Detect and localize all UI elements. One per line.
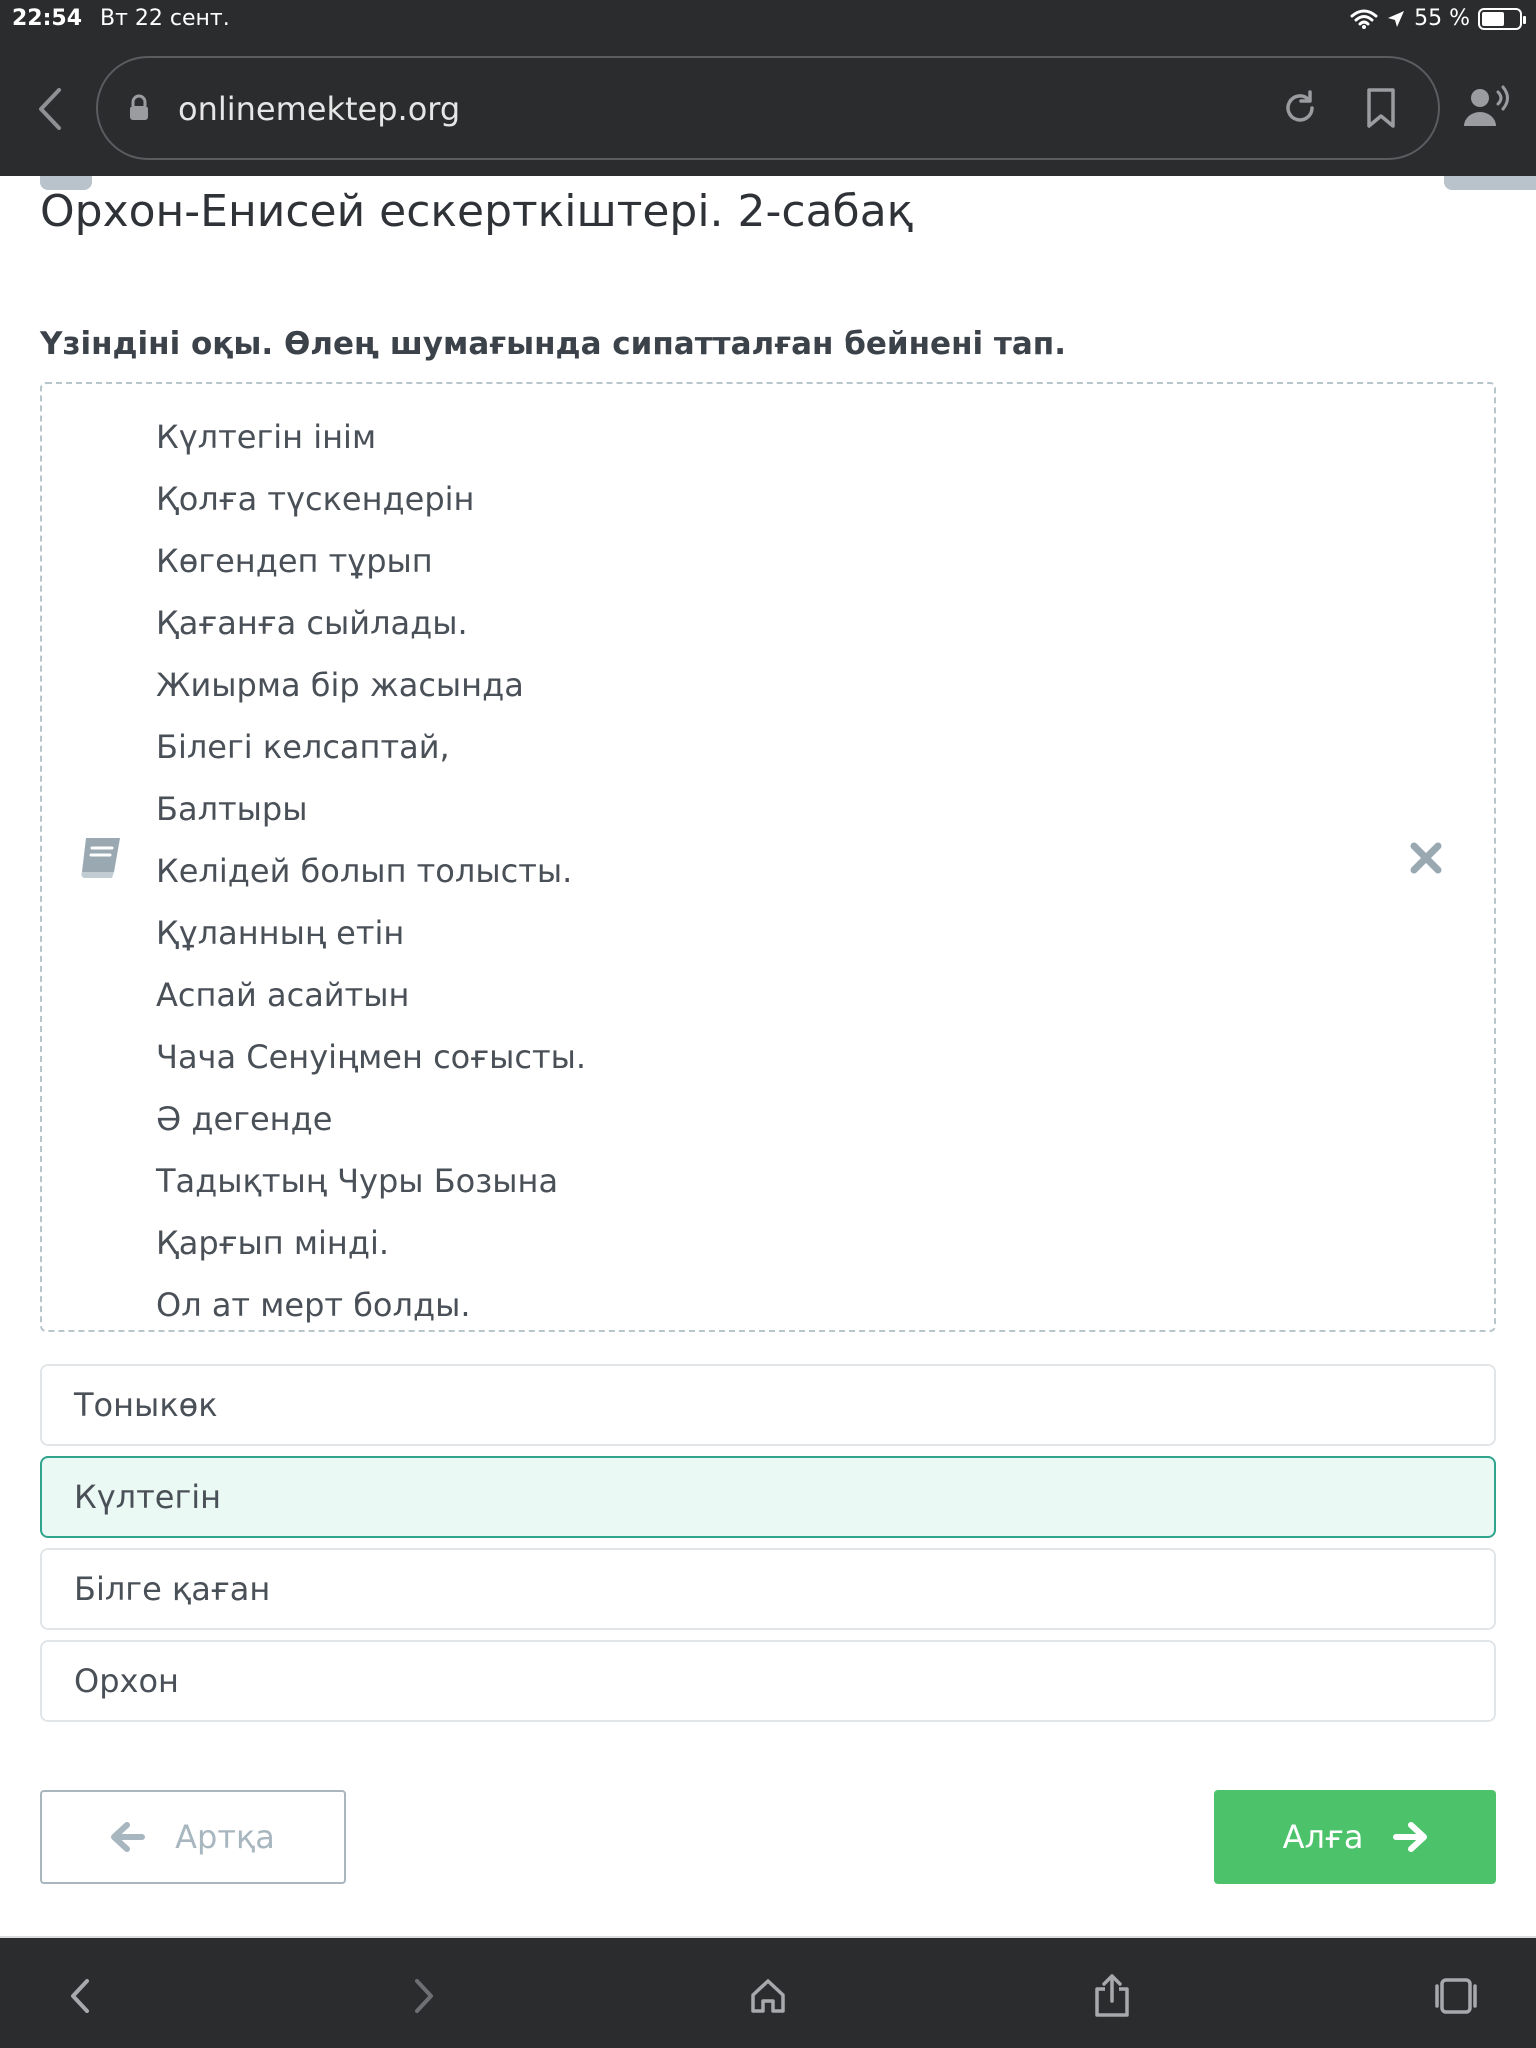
next-button-label: Алға	[1282, 1818, 1364, 1856]
answer-option[interactable]: Күлтегін	[40, 1456, 1496, 1538]
toolbar-forward-button[interactable]	[394, 1968, 454, 2024]
battery-icon	[1478, 8, 1522, 30]
wifi-icon	[1350, 8, 1378, 30]
poem-line: Қолға түскендерін	[156, 480, 475, 518]
poem-line: Аспай асайтын	[156, 976, 410, 1014]
poem-line: Жиырма бір жасында	[156, 666, 524, 704]
browser-top-bar	[0, 0, 1536, 176]
toolbar-share-button[interactable]	[1082, 1968, 1142, 2024]
reload-icon[interactable]	[1278, 86, 1322, 130]
poem-excerpt-box	[40, 382, 1496, 1332]
url-text: onlinemektep.org	[178, 90, 461, 128]
poem-line: Тадықтың Чуры Бозына	[156, 1162, 559, 1200]
tabs-icon	[1434, 1976, 1478, 2016]
browser-back-button[interactable]	[30, 84, 70, 134]
poem-line: Ол ат мерт болды.	[156, 1286, 471, 1324]
close-icon[interactable]	[1408, 840, 1444, 876]
poem-line: Чача Сенуіңмен соғысты.	[156, 1038, 587, 1076]
status-time: 22:54	[12, 6, 83, 31]
chevron-left-icon	[69, 1978, 91, 2014]
toolbar-tabs-button[interactable]	[1426, 1968, 1486, 2024]
question-text: Үзіндіні оқы. Өлең шумағында сипатталған бейнені тап.	[40, 326, 1066, 362]
back-button-label: Артқа	[175, 1818, 275, 1856]
page-title: Орхон-Енисей ескерткіштері. 2-сабақ	[40, 186, 914, 237]
chevron-left-icon	[37, 87, 63, 131]
address-bar[interactable]	[96, 56, 1440, 160]
listen-page-icon[interactable]	[1462, 84, 1512, 130]
status-bar	[0, 0, 1536, 40]
poem-line: Қарғып мінді.	[156, 1224, 390, 1262]
home-icon	[749, 1977, 787, 2015]
poem-line: Құланның етін	[156, 914, 405, 952]
poem-line: Қағанға сыйлады.	[156, 604, 468, 642]
poem-line: Көгендеп тұрып	[156, 542, 433, 580]
toolbar-back-button[interactable]	[50, 1968, 110, 2024]
arrow-left-icon	[111, 1822, 145, 1852]
back-button[interactable]	[40, 1790, 346, 1884]
next-button[interactable]	[1214, 1790, 1496, 1884]
chevron-right-icon	[413, 1978, 435, 2014]
poem-lines	[156, 406, 586, 1336]
bookmark-icon[interactable]	[1364, 86, 1398, 130]
poem-line: Келідей болып толысты.	[156, 852, 573, 890]
poem-line: Ә дегенде	[156, 1100, 333, 1138]
battery-percent: 55 %	[1414, 6, 1470, 31]
poem-line: Балтыры	[156, 790, 308, 828]
arrow-right-icon	[1393, 1822, 1427, 1852]
location-arrow-icon	[1386, 9, 1406, 29]
answer-options	[40, 1364, 1496, 1732]
answer-option[interactable]: Орхон	[40, 1640, 1496, 1722]
toolbar-home-button[interactable]	[738, 1968, 798, 2024]
answer-option[interactable]: Тоныкөк	[40, 1364, 1496, 1446]
poem-line: Білегі келсаптай,	[156, 728, 450, 766]
browser-bottom-bar	[0, 1936, 1536, 2048]
status-date: Вт 22 сент.	[100, 6, 230, 31]
tab-edge-right	[1444, 176, 1536, 190]
status-right	[1350, 6, 1522, 31]
lock-icon	[128, 94, 150, 122]
poem-line: Күлтегін інім	[156, 418, 377, 456]
answer-option[interactable]: Білге қаған	[40, 1548, 1496, 1630]
book-icon	[76, 836, 124, 880]
share-icon	[1093, 1973, 1131, 2019]
